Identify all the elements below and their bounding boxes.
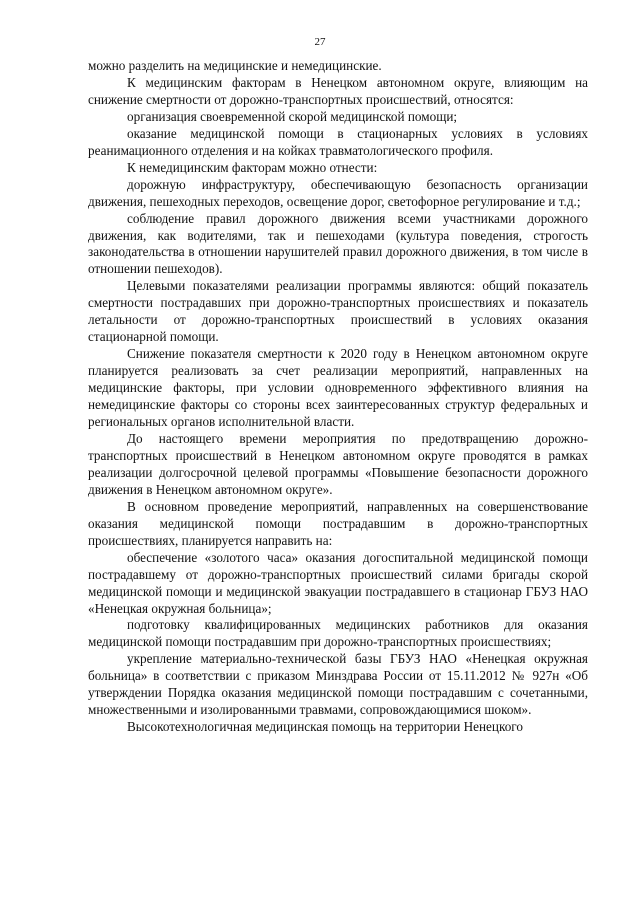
paragraph-target-indicators: Целевыми показателями реализации программы являются: общий показатель смертности пострадавших при дорожно-транспортных происшествиях и показатель летальности от дорожно-транспортных происшествий в условиях оказания стационарной помощи. <box>88 278 588 345</box>
paragraph-planned-measures: В основном проведение мероприятий, направленных на совершенствование оказания медицинской помощи пострадавшим в дорожно-транспортных происшествиях, планируется направить на: <box>88 498 588 548</box>
paragraph-nonmedical-factors-intro: К немедицинским факторам можно отнести: <box>127 159 378 175</box>
paragraph-continuation: можно разделить на медицинские и немедицинские. <box>88 58 382 73</box>
paragraph-mortality-reduction: Снижение показателя смертности к 2020 году в Ненецком автономном округе планируется реализовать за счет реализации мероприятий, направленных на медицинские факторы, при условии одновременного эффективного влияния на немедицинские факторы со стороны всех заинтересованных структур федеральных и региональных органов исполнительной власти. <box>88 346 588 430</box>
paragraph-list-item: подготовку квалифицированных медицинских работников для оказания медицинской помощи пострадавшим при дорожно-транспортных происшествиях; <box>88 617 588 650</box>
document-body <box>88 58 588 736</box>
paragraph-list-item: укрепление материально-технической базы ГБУЗ НАО «Ненецкая окружная больница» в соответствии с приказом Минздрава России от 15.11.2012 № 927н «Об утверждении Порядка оказания медицинской помощи пострадавшим с сочетанными, множественными и изолированными травмами, сопровождающимися шоком». <box>88 651 588 718</box>
paragraph-high-tech-care: Высокотехнологичная медицинская помощь на территории Ненецкого <box>127 719 523 735</box>
paragraph-list-item: организация своевременной скорой медицинской помощи; <box>127 108 458 124</box>
paragraph-list-item: оказание медицинской помощи в стационарных условиях в условиях реанимационного отделения и на койках травматологического профиля. <box>88 125 588 158</box>
paragraph-list-item: соблюдение правил дорожного движения всеми участниками дорожного движения, как водителями, так и пешеходами (культура поведения, строгость законодательства в отношении нарушителей правил дорожного движения, в том числе в отношении пешеходов). <box>88 210 588 277</box>
page-number: 27 <box>314 36 326 48</box>
paragraph-medical-factors-intro: К медицинским факторам в Ненецком автономном округе, влияющим на снижение смертности от дорожно-транспортных происшествий, относятся: <box>88 74 588 107</box>
paragraph-current-program: До настоящего времени мероприятия по предотвращению дорожно-транспортных происшествий в Ненецком автономном округе проводятся в рамках реализации долгосрочной целевой программы «Повышение безопасности дорожного движения в Ненецком автономном округе». <box>88 430 588 497</box>
paragraph-list-item: дорожную инфраструктуру, обеспечивающую безопасность организации движения, пешеходных переходов, освещение дорог, светофорное регулирование и т.д.; <box>88 176 588 209</box>
paragraph-list-item: обеспечение «золотого часа» оказания догоспитальной медицинской помощи пострадавшему от дорожно-транспортных происшествий силами бригады скорой медицинской помощи и медицинской эвакуации пострадавшего в стационар ГБУЗ НАО «Ненецкая окружная больница»; <box>88 549 588 616</box>
